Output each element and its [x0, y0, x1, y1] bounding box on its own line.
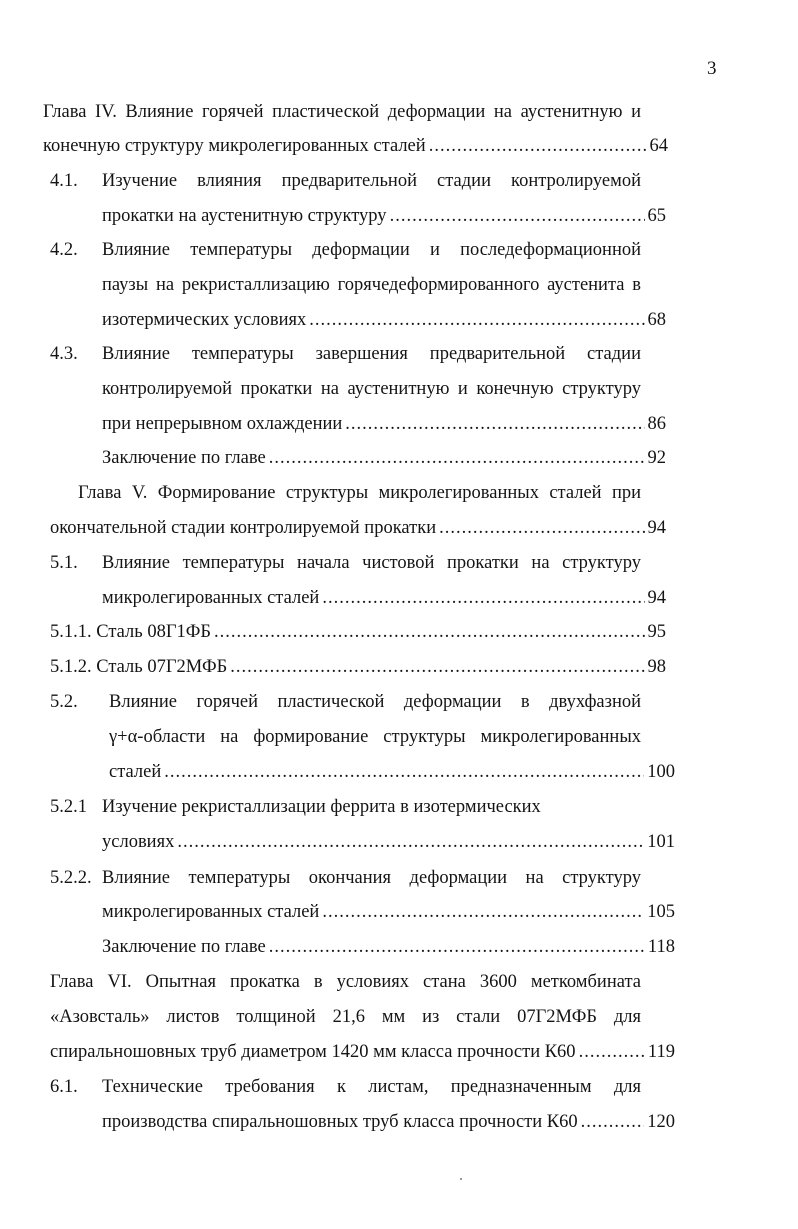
section-4-2-page: 68	[647, 310, 666, 330]
chapter-4-conclusion-label: Заключение по главе	[102, 448, 266, 468]
leader-dots	[322, 584, 644, 612]
section-5-1-page: 94	[647, 588, 666, 608]
leader-dots	[390, 202, 645, 230]
chapter-5-page: 94	[647, 518, 666, 538]
section-4-3-line-2: контролируемой прокатки на аустенитную и конечную структуру	[102, 379, 641, 399]
leader-dots	[177, 828, 644, 856]
section-4-1-number: 4.1.	[50, 171, 78, 191]
chapter-4-entry	[43, 132, 668, 160]
chapter-5-conclusion-label: Заключение по главе	[102, 937, 266, 957]
section-4-1-line-2: прокатки на аустенитную структуру	[102, 206, 387, 226]
chapter-4-page: 64	[649, 136, 668, 156]
chapter-6-title-line-3: спиральношовных труб диаметром 1420 мм класса прочности К60	[50, 1042, 576, 1062]
section-6-1-entry	[102, 1108, 675, 1136]
chapter-4-conclusion-page: 92	[647, 448, 666, 468]
section-5-2-2-number: 5.2.2.	[50, 868, 92, 888]
section-4-3-line-1: Влияние температуры завершения предварительной стадии	[102, 344, 641, 364]
section-5-2-2-line-1: Влияние температуры окончания деформации на структуру	[102, 868, 641, 888]
section-5-2-page: 100	[647, 762, 675, 782]
section-4-1-page: 65	[647, 206, 666, 226]
chapter-5-conclusion-entry	[102, 933, 675, 961]
section-4-2-number: 4.2.	[50, 240, 78, 260]
leader-dots	[214, 618, 644, 646]
section-4-2-line-2: паузы на рекристаллизацию горячедеформированного аустенита в	[102, 275, 641, 295]
section-6-1-page: 120	[647, 1112, 675, 1132]
section-5-1-line-1: Влияние температуры начала чистовой прокатки на структуру	[102, 553, 641, 573]
leader-dots	[345, 410, 644, 438]
section-5-1-entry	[102, 584, 666, 612]
leader-dots	[581, 1108, 645, 1136]
section-4-1-line-1: Изучение влияния предварительной стадии контролируемой	[102, 171, 641, 191]
leader-dots	[230, 653, 644, 681]
section-5-1-1-entry	[50, 618, 666, 646]
scan-speck	[460, 1178, 462, 1180]
chapter-5-title-line-1: Глава V. Формирование структуры микролегированных сталей при	[78, 483, 641, 503]
section-4-3-entry	[102, 410, 666, 438]
leader-dots	[429, 132, 647, 160]
section-5-2-2-entry	[102, 898, 675, 926]
section-5-2-2-page: 105	[647, 902, 675, 922]
section-5-1-2-entry	[50, 653, 666, 681]
section-5-2-1-number: 5.2.1	[50, 797, 87, 817]
section-5-1-1-page: 95	[647, 622, 666, 642]
leader-dots	[269, 933, 645, 961]
section-5-2-number: 5.2.	[50, 692, 78, 712]
leader-dots	[309, 306, 644, 334]
chapter-5-title-line-2: окончательной стадии контролируемой прокатки	[50, 518, 437, 538]
leader-dots	[164, 758, 644, 786]
chapter-4-title-line-1: Глава IV. Влияние горячей пластической деформации на аустенитную и	[43, 102, 641, 122]
section-4-3-number: 4.3.	[50, 344, 78, 364]
section-5-1-number: 5.1.	[50, 553, 78, 573]
section-5-2-1-page: 101	[647, 832, 675, 852]
section-5-2-1-line-1: Изучение рекристаллизации феррита в изотермических	[102, 797, 541, 817]
section-4-3-page: 86	[647, 414, 666, 434]
section-6-1-number: 6.1.	[50, 1077, 78, 1097]
section-4-1-entry	[102, 202, 666, 230]
chapter-6-entry	[50, 1038, 675, 1066]
section-4-2-line-1: Влияние температуры деформации и последеформационной	[102, 240, 641, 260]
leader-dots	[579, 1038, 645, 1066]
section-5-2-line-1: Влияние горячей пластической деформации в двухфазной	[109, 692, 641, 712]
section-4-2-entry	[102, 306, 666, 334]
section-5-2-line-3: сталей	[109, 762, 162, 782]
section-5-2-1-line-2: условиях	[102, 832, 175, 852]
section-5-2-1-entry	[102, 828, 675, 856]
leader-dots	[322, 898, 644, 926]
chapter-6-title-line-1: Глава VI. Опытная прокатка в условиях стана 3600 меткомбината	[50, 972, 641, 992]
section-5-2-2-line-2: микролегированных сталей	[102, 902, 320, 922]
section-5-2-line-2: γ+α-области на формирование структуры микролегированных	[109, 727, 641, 747]
chapter-6-page: 119	[647, 1042, 675, 1062]
section-5-1-2-page: 98	[647, 657, 666, 677]
section-5-1-2-label: 5.1.2. Сталь 07Г2МФБ	[50, 657, 228, 677]
leader-dots	[269, 444, 645, 472]
section-5-1-line-2: микролегированных сталей	[102, 588, 320, 608]
chapter-4-conclusion-entry	[102, 444, 666, 472]
section-6-1-line-2: производства спиральношовных труб класса прочности К60	[102, 1112, 578, 1132]
section-4-2-line-3: изотермических условиях	[102, 310, 307, 330]
section-4-3-line-3: при непрерывном охлаждении	[102, 414, 343, 434]
chapter-6-title-line-2: «Азовсталь» листов толщиной 21,6 мм из стали 07Г2МФБ для	[50, 1007, 641, 1027]
chapter-5-conclusion-page: 118	[647, 937, 675, 957]
section-6-1-line-1: Технические требования к листам, предназначенным для	[102, 1077, 641, 1097]
page-number: 3	[707, 58, 717, 79]
chapter-4-title-line-2: конечную структуру микролегированных сталей	[43, 136, 426, 156]
chapter-5-entry	[50, 514, 666, 542]
section-5-2-entry	[109, 758, 675, 786]
leader-dots	[439, 514, 644, 542]
section-5-1-1-label: 5.1.1. Сталь 08Г1ФБ	[50, 622, 212, 642]
